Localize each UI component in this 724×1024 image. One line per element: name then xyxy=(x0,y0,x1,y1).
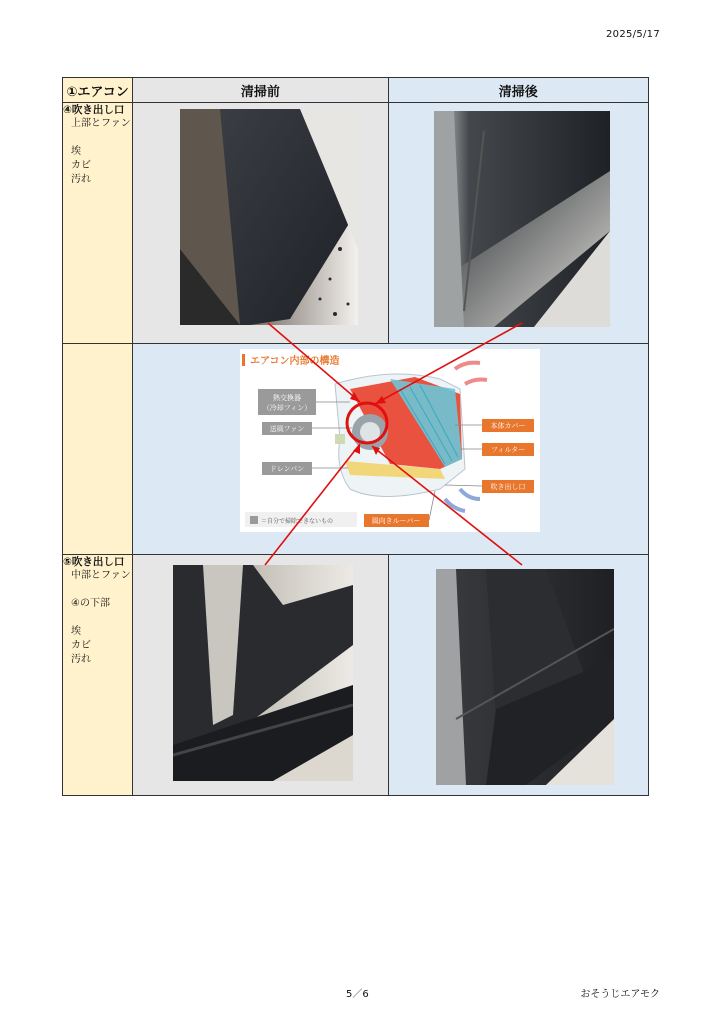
row-label xyxy=(63,555,133,796)
row-extra: ④の下部 xyxy=(71,598,110,609)
page-number: 5／6 xyxy=(346,989,369,1000)
after-photo-cell xyxy=(388,103,648,344)
label-cooling-fin: （冷却フィン） xyxy=(262,405,312,412)
row-title: ⑤吹き出し口 xyxy=(63,556,125,568)
note-dirt: 汚れ xyxy=(71,174,91,185)
column-header-item: ①エアコン xyxy=(63,78,133,103)
before-photo-upper xyxy=(180,109,358,325)
company-name: おそうじエアモク xyxy=(580,989,660,1000)
column-header-before: 清掃前 xyxy=(133,78,388,103)
table-header-row xyxy=(63,78,649,103)
after-photo-middle xyxy=(436,569,614,785)
label-body-cover: 本体カバー xyxy=(490,423,526,430)
note-dust: 埃 xyxy=(71,626,81,637)
table-row-diagram xyxy=(63,344,649,555)
label-outlet: 吹き出し口 xyxy=(490,484,526,491)
note-dust: 埃 xyxy=(71,146,81,157)
table-row xyxy=(63,555,649,796)
document-date: 2025/5/17 xyxy=(606,29,660,40)
label-heat-exchanger: 熱交換器 xyxy=(273,395,302,402)
table-row xyxy=(63,103,649,344)
note-dirt: 汚れ xyxy=(71,654,91,665)
row-title: ④吹き出し口 xyxy=(63,104,125,116)
after-photo-upper xyxy=(434,111,610,327)
cleaning-report-table xyxy=(62,77,649,796)
row-subtitle: 上部とファン xyxy=(71,118,131,129)
aircon-structure-diagram xyxy=(240,349,540,532)
label-fan: 送風ファン xyxy=(269,426,305,433)
before-photo-middle xyxy=(173,565,353,781)
row-label-empty xyxy=(63,344,133,555)
note-mold: カビ xyxy=(71,640,91,651)
row-subtitle: 中部とファン xyxy=(71,570,131,581)
before-photo-cell xyxy=(133,103,388,344)
row-label xyxy=(63,103,133,344)
diagram-title: エアコン内部の構造 xyxy=(250,356,340,367)
label-filter: フィルター xyxy=(491,447,526,454)
legend-text: ＝自分で掃除できないもの xyxy=(261,519,334,525)
after-photo-cell xyxy=(388,555,648,796)
note-mold: カビ xyxy=(71,160,91,171)
column-header-after: 清掃後 xyxy=(388,78,648,103)
label-louver: 風向きルーバー xyxy=(371,518,421,525)
label-drain-pan: ドレンパン xyxy=(269,466,305,473)
before-photo-cell xyxy=(133,555,388,796)
diagram-cell xyxy=(133,344,649,555)
